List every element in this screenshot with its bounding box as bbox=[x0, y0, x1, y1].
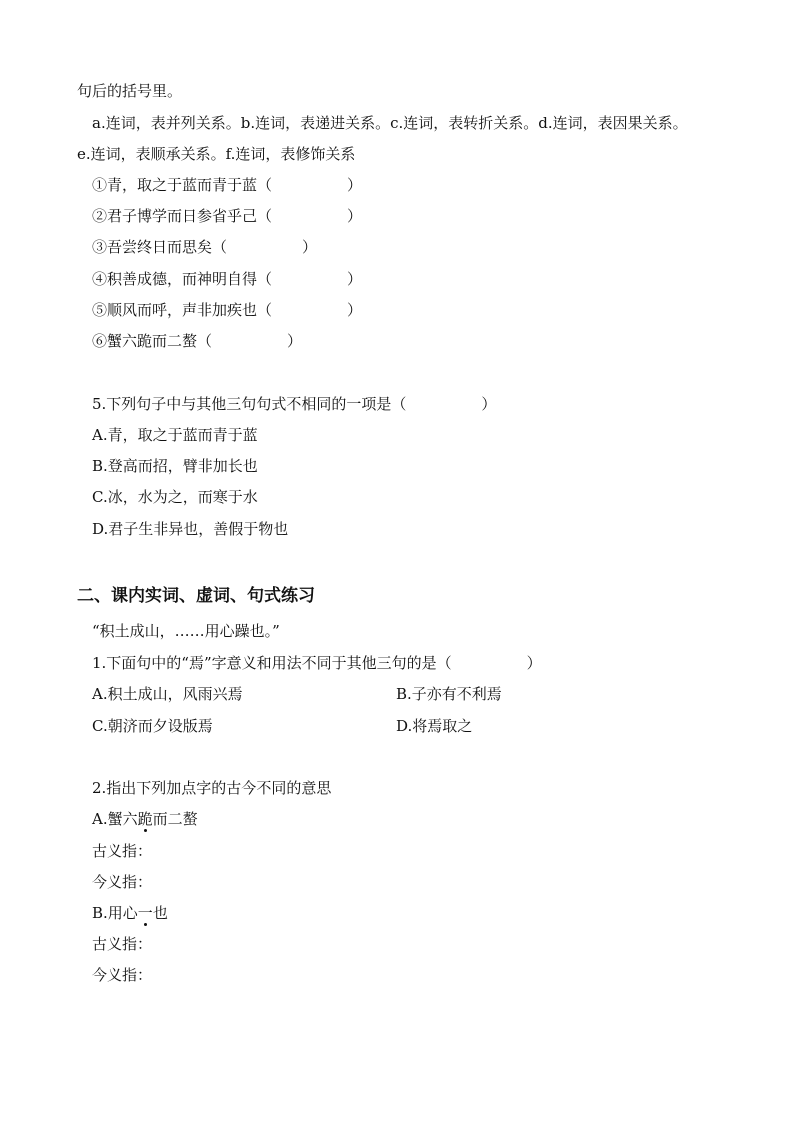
question-1-stem: 1.下面句中的“焉”字意义和用法不同于其他三句的是（ ） bbox=[92, 654, 542, 672]
question-5-option-a: A.青，取之于蓝而青于蓝 bbox=[92, 426, 258, 444]
sentence-item-6: ⑥蟹六跪而二螯（ ） bbox=[92, 332, 303, 350]
question-5-option-b: B.登高而招，臂非加长也 bbox=[92, 457, 258, 475]
question-5-option-d: D.君子生非异也，善假于物也 bbox=[92, 520, 289, 538]
sentence-item-5: ⑤顺风而呼，声非加疾也（ ） bbox=[92, 301, 363, 319]
item-a-suffix: 而二螯 bbox=[152, 810, 198, 828]
item-b-prefix: B.用心 bbox=[92, 904, 138, 922]
section-heading: 二、课内实词、虚词、句式练习 bbox=[77, 586, 315, 606]
dotted-character-b: 一 bbox=[137, 904, 153, 922]
item-b-new-meaning-label: 今义指： bbox=[92, 966, 153, 984]
dotted-character-a: 跪 bbox=[137, 810, 153, 828]
passage-quote: “积土成山，……用心躁也。” bbox=[92, 622, 280, 640]
item-b-suffix: 也 bbox=[152, 904, 168, 922]
question-1-option-d: D.将焉取之 bbox=[396, 717, 473, 735]
sentence-item-3: ③吾尝终日而思矣（ ） bbox=[92, 238, 318, 256]
question-5-stem: 5.下列句子中与其他三句句式不相同的一项是（ ） bbox=[92, 395, 497, 413]
relation-options-line-2: e.连词，表顺承关系。f.连词，表修饰关系 bbox=[77, 145, 356, 163]
item-a-old-meaning-label: 古义指： bbox=[92, 842, 153, 860]
question-2-item-a bbox=[92, 810, 198, 828]
question-2-stem: 2.指出下列加点字的古今不同的意思 bbox=[92, 779, 332, 797]
item-a-prefix: A.蟹六 bbox=[92, 810, 138, 828]
sentence-item-2: ②君子博学而日参省乎己（ ） bbox=[92, 207, 363, 225]
sentence-item-4: ④积善成德，而神明自得（ ） bbox=[92, 270, 363, 288]
question-2-item-b bbox=[92, 904, 168, 922]
relation-options-line-1: a.连词，表并列关系。b.连词，表递进关系。c.连词，表转折关系。d.连词，表因果关系。 bbox=[92, 114, 688, 132]
item-a-new-meaning-label: 今义指： bbox=[92, 873, 153, 891]
question-1-option-b: B.子亦有不利焉 bbox=[396, 685, 502, 703]
sentence-item-1: ①青，取之于蓝而青于蓝（ ） bbox=[92, 176, 363, 194]
item-b-old-meaning-label: 古义指： bbox=[92, 935, 153, 953]
question-1-option-c: C.朝济而夕设版焉 bbox=[92, 717, 213, 735]
intro-line: 句后的括号里。 bbox=[77, 82, 183, 100]
question-5-option-c: C.冰，水为之，而寒于水 bbox=[92, 488, 258, 506]
question-1-option-a: A.积土成山，风雨兴焉 bbox=[92, 685, 243, 703]
